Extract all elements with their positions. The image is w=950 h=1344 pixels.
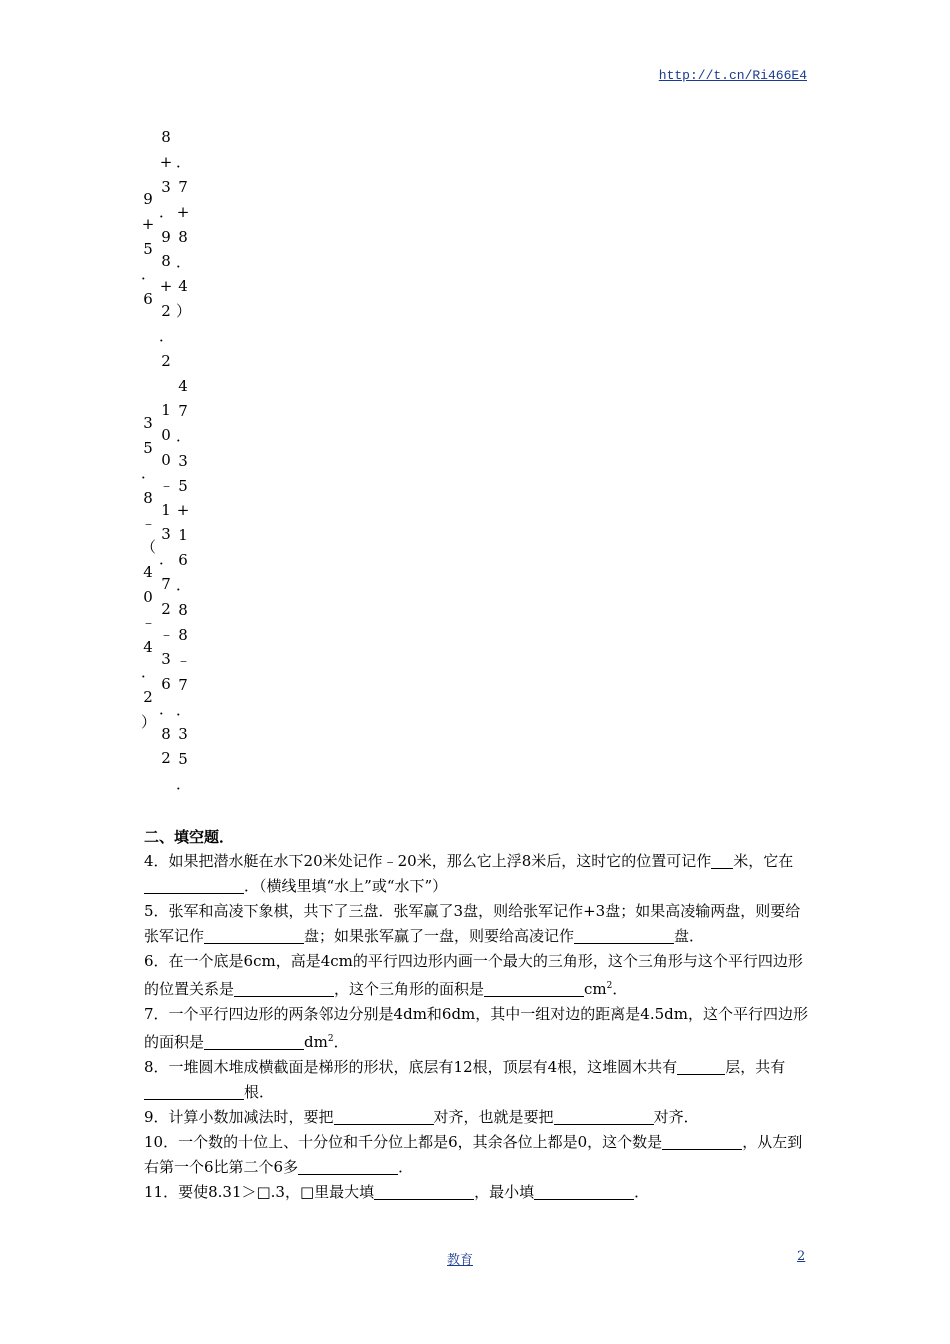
calc-char: 8	[178, 227, 188, 246]
answer-blank[interactable]	[374, 1183, 474, 1200]
calc-char: ．	[141, 463, 157, 482]
calc-char: 3	[161, 649, 171, 668]
calc-char: +	[159, 152, 173, 171]
calc-char: ．	[176, 252, 192, 271]
calc-char: 1	[161, 500, 171, 519]
question-9: 9．计算小数加减法时，要把 对齐，也就是要把 对齐．	[144, 1108, 699, 1126]
section-title: 二、填空题．	[144, 828, 235, 846]
answer-blank[interactable]	[534, 1183, 634, 1200]
calc-char: 5	[178, 750, 188, 769]
calc-char: +	[159, 277, 173, 296]
question-10: 10．一个数的十位上、十分位和千分位上都是6，其余各位上都是0，这个数是 ，从左到右第一个6比第二个6多 ．	[144, 1133, 803, 1176]
calc-char: 3	[143, 414, 153, 432]
calc-char: 4	[178, 377, 188, 395]
calc-char: 8	[143, 488, 153, 507]
answer-blank[interactable]	[298, 1158, 398, 1175]
footer-link[interactable]: 教育	[447, 1253, 474, 1268]
calc-char: ．	[176, 775, 192, 794]
calc-char: 5	[178, 476, 188, 495]
calc-char: 3	[178, 451, 188, 470]
calc-char: ．	[159, 699, 175, 718]
calc-char: 2	[161, 600, 171, 619]
calc-char: 7	[161, 575, 171, 594]
calc-char: 3	[161, 525, 171, 544]
calc-column	[141, 187, 155, 311]
calc-char: 2	[161, 749, 171, 768]
calc-char: 8	[161, 128, 171, 146]
calc-char: 2	[143, 687, 153, 706]
calc-char: 4	[178, 277, 188, 296]
calc-char: ．	[159, 550, 175, 569]
calc-char: 7	[178, 401, 188, 420]
calc-char: ．	[176, 700, 192, 719]
header-link[interactable]: http://t.cn/Ri466E4	[658, 68, 807, 83]
calc-char: 1	[161, 401, 171, 419]
calc-char: +	[176, 202, 190, 221]
answer-blank[interactable]	[204, 1033, 304, 1050]
question-6: 6．在一个底是6cm，高是4cm的平行四边形内画一个最大的三角形，这个三角形与这个平行四边形的位置关系是 ，这个三角形的面积是 $cm^2$．	[144, 952, 803, 998]
calc-char: 5	[143, 438, 153, 457]
calc-char: 8	[178, 601, 188, 620]
calc-char: ．	[176, 576, 192, 595]
calc-char: ﹣	[159, 475, 175, 494]
answer-blank[interactable]	[484, 980, 584, 997]
calc-column	[159, 125, 173, 374]
calc-char: 4	[143, 563, 153, 582]
calc-char: ﹣	[141, 613, 157, 632]
calc-char: 9	[161, 227, 171, 246]
calc-char: 8	[161, 252, 171, 271]
calc-char: ．	[141, 662, 157, 681]
calc-char: 0	[161, 425, 171, 444]
calc-char: 7	[178, 675, 188, 694]
calc-column	[176, 374, 190, 797]
calc-char: 8	[178, 625, 188, 644]
page-number[interactable]: 2	[797, 1249, 806, 1264]
question-8: 8．一堆圆木堆成横截面是梯形的形状，底层有12根，顶层有4根，这堆圆木共有 层，共有根．	[144, 1058, 786, 1101]
calc-column	[141, 411, 155, 735]
question-11: 11．要使8.31＞□.3，□里最大填 ，最小填 ．	[144, 1183, 650, 1201]
answer-blank[interactable]	[574, 927, 674, 944]
calc-column	[159, 398, 173, 771]
calc-column	[176, 150, 190, 324]
calc-char: 9	[143, 190, 153, 208]
question-5: 5．张军和高凌下象棋，共下了三盘．张军赢了3盘，则给张军记作+3盘；如果高凌输两盘，则要给张军记作 盘；如果张军赢了一盘，则要给高凌记作 盘．	[144, 902, 801, 945]
calc-char: ）	[176, 302, 192, 321]
calc-char: 0	[161, 450, 171, 469]
answer-blank[interactable]	[554, 1108, 654, 1125]
calc-char: 7	[178, 177, 188, 196]
calc-char: 3	[178, 725, 188, 744]
answer-blank[interactable]	[234, 980, 334, 997]
calc-char: 8	[161, 724, 171, 743]
calc-char: 6	[143, 289, 153, 308]
calc-char: 2	[161, 302, 171, 321]
answer-blank[interactable]	[677, 1058, 725, 1075]
calc-char: 3	[161, 177, 171, 196]
calc-char: 6	[161, 674, 171, 693]
calc-char: ﹣	[141, 513, 157, 532]
calc-char: 1	[178, 526, 188, 545]
calc-char: ．	[159, 327, 175, 346]
calc-char: 2	[161, 352, 171, 371]
answer-blank[interactable]	[144, 877, 244, 894]
calc-char: （	[141, 538, 157, 557]
answer-blank[interactable]	[204, 927, 304, 944]
calc-char: 6	[178, 551, 188, 570]
answer-blank[interactable]	[662, 1133, 742, 1150]
question-4: 4．如果把潜水艇在水下20米处记作﹣20米，那么它上浮8米后，这时它的位置可记作 米，它在．（横线里填“水上”或“水下”）	[144, 852, 794, 895]
calc-char: 5	[143, 239, 153, 258]
calc-char: +	[176, 501, 190, 520]
calc-char: ）	[141, 712, 157, 731]
calc-char: ﹣	[159, 625, 175, 644]
calc-char: ．	[176, 153, 192, 171]
answer-blank[interactable]	[144, 1083, 244, 1100]
calc-char: ．	[159, 202, 175, 221]
calc-char: 4	[143, 638, 153, 657]
answer-blank[interactable]	[711, 852, 733, 869]
calc-char: ．	[176, 426, 192, 445]
answer-blank[interactable]	[334, 1108, 434, 1125]
calc-char: +	[141, 214, 155, 233]
question-7: 7．一个平行四边形的两条邻边分别是4dm和6dm，其中一组对边的距离是4.5dm，这个平行四边形的面积是 $dm^2$．	[144, 1005, 808, 1051]
calc-char: ﹣	[176, 650, 192, 669]
question-list	[144, 849, 808, 1205]
calc-char: 0	[143, 588, 153, 607]
calc-char: ．	[141, 264, 157, 283]
